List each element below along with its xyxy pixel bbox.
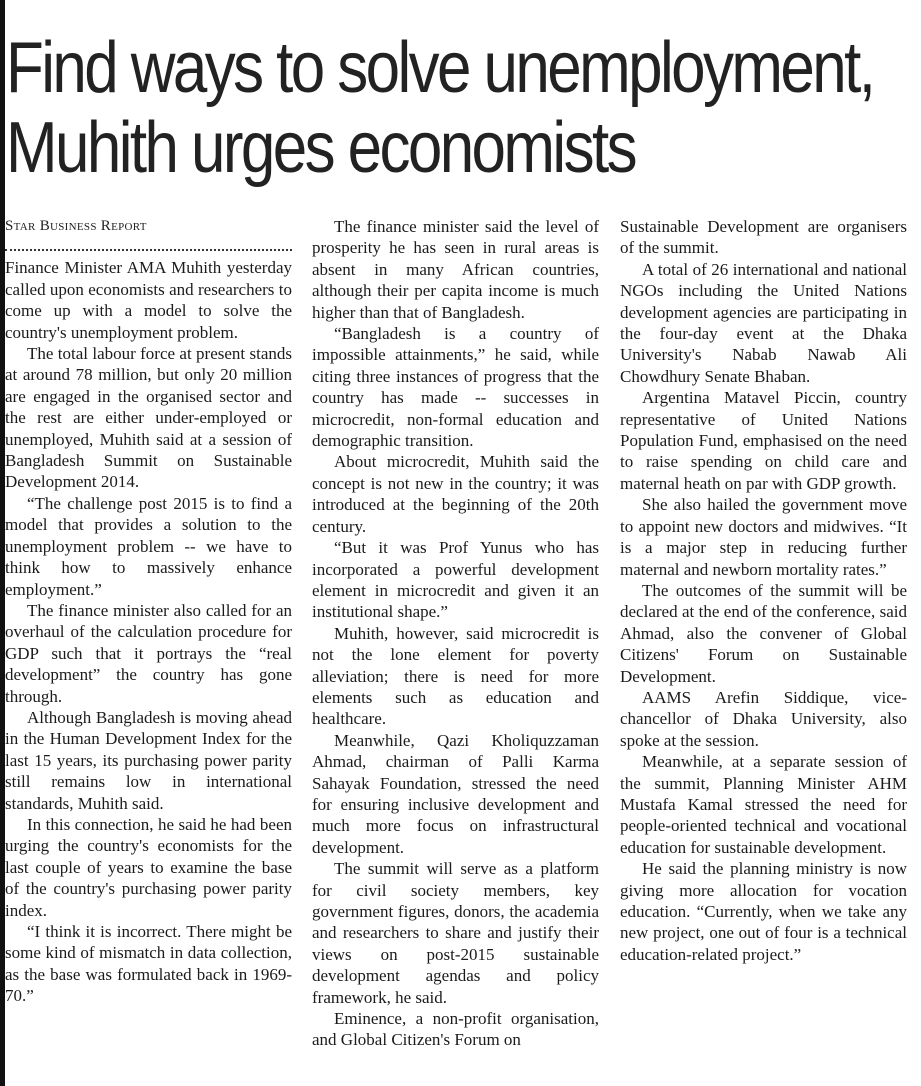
paragraph: Eminence, a non-profit organisation, and Global Citizen's Forum on: [312, 1009, 599, 1050]
byline: Star Business Report: [5, 218, 147, 234]
article-column-1: [5, 216, 292, 1007]
paragraph: In this connection, he said he had been urging the country's economists for the last couple of years to examine the base of the country's purchasing power parity index.: [5, 814, 292, 920]
paragraph: “I think it is incorrect. There might be some kind of mismatch in data collection, as the base was formulated back in 1969-70.”: [5, 922, 292, 1006]
paragraph: “But it was Prof Yunus who has incorporated a powerful development element in microcredit and given it an institutional shape.”: [312, 538, 599, 622]
paragraph: Argentina Matavel Piccin, country representative of United Nations Population Fund, emphasised on the need to raise spending on child care and maternal heath on par with GDP growth.: [620, 388, 907, 493]
paragraph: AAMS Arefin Siddique, vice-chancellor of Dhaka University, also spoke at the session.: [620, 687, 907, 750]
paragraph: The finance minister said the level of prosperity he has seen in rural areas is absent in many African countries, although their per capita income is much higher than that of Bangladesh.: [312, 217, 599, 322]
paragraph: She also hailed the government move to appoint new doctors and midwives. “It is a major step in reducing further maternal and newborn mortality rates.”: [620, 495, 907, 579]
paragraph: “The challenge post 2015 is to find a model that provides a solution to the unemployment problem -- we have to think how to massively enhance employment.”: [5, 493, 292, 599]
paragraph: Finance Minister AMA Muhith yesterday called upon economists and researchers to come up with a model to solve the country's unemployment problem.: [5, 258, 292, 342]
paragraph: Meanwhile, Qazi Kholiquzzaman Ahmad, chairman of Palli Karma Sahayak Foundation, stressed the need for ensuring inclusive development and much more focus on infrastructural development.: [312, 730, 599, 857]
dotted-divider: [5, 241, 292, 251]
paragraph: Although Bangladesh is moving ahead in the Human Development Index for the last 15 years, its purchasing power parity still remains low in international standards, Muhith said.: [5, 707, 292, 813]
paragraph: Meanwhile, at a separate session of the summit, Planning Minister AHM Mustafa Kamal stressed the need for people-oriented technical and vocational education for sustainable development.: [620, 752, 907, 857]
paragraph: The outcomes of the summit will be declared at the end of the conference, said Ahmad, also the convener of Global Citizens' Forum on Sustainable Development.: [620, 580, 907, 686]
paragraph: The total labour force at present stands at around 78 million, but only 20 million are engaged in the organised sector and the rest are either under-employed or unemployed, Muhith said at a session of Bangladesh Summit on Sustainable Development 2014.: [5, 344, 292, 492]
headline-line-2: Muhith urges economists: [6, 108, 635, 188]
headline-line-1: Find ways to solve unemployment,: [6, 28, 874, 108]
paragraph: The finance minister also called for an overhaul of the calculation procedure for GDP such that it portrays the “real development” the country has gone through.: [5, 600, 292, 706]
paragraph: The summit will serve as a platform for civil society members, key government figures, donors, the academia and researchers to share and justify their views on post-2015 sustainable development agendas and policy framework, he said.: [312, 859, 599, 1007]
paragraph: He said the planning ministry is now giving more allocation for vocation education. “Currently, when we take any new project, one out of four is a technical education-related project.”: [620, 859, 907, 964]
article-column-3: [620, 216, 907, 965]
paragraph: A total of 26 international and national NGOs including the United Nations development agencies are participating in the four-day event at the Dhaka University's Nabab Nawab Ali Chowdhury Senate Bhaban.: [620, 259, 907, 386]
paragraph: Muhith, however, said microcredit is not the lone element for poverty alleviation; there is need for more elements such as education and healthcare.: [312, 623, 599, 729]
article-column-2: [312, 216, 599, 1051]
paragraph: Sustainable Development are organisers of the summit.: [620, 217, 907, 258]
paragraph: About microcredit, Muhith said the concept is not new in the country; it was introduced at the beginning of the 20th century.: [312, 452, 599, 536]
headline: [6, 28, 874, 188]
paragraph: “Bangladesh is a country of impossible attainments,” he said, while citing three instances of progress that the country has made -- successes in microcredit, non-formal education and demographic transition.: [312, 324, 599, 451]
